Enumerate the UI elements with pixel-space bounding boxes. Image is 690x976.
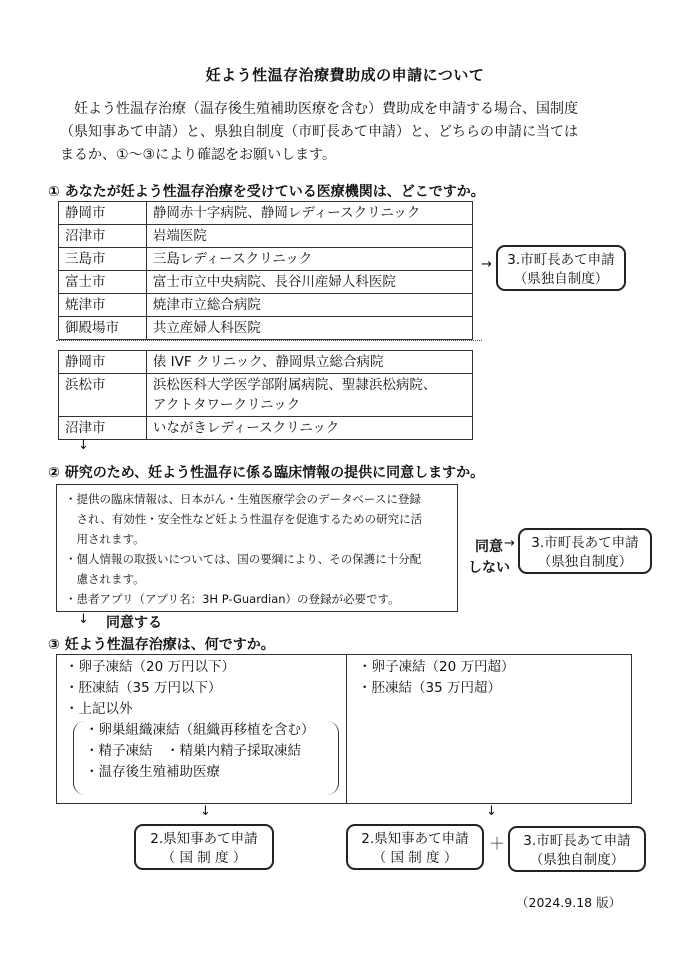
hospital-line: アクトタワークリニック — [152, 397, 301, 413]
city-cell: 静岡市 — [59, 351, 147, 374]
result-sublabel: （県独自制度） — [537, 554, 633, 570]
arrow-right-icon: → — [481, 257, 492, 272]
disagree-text: しない — [468, 560, 510, 576]
bracket-outline — [73, 721, 339, 795]
result-label: 2.県知事あて申請 — [150, 831, 258, 847]
result-label: 3.市町長あて申請 — [523, 833, 631, 849]
result-box-prefecture-system — [518, 528, 652, 574]
version-label: （2024.9.18 版） — [516, 895, 622, 910]
treatment-item: ・温存後生殖補助医療 — [85, 764, 220, 780]
hospital-cell: 静岡赤十字病院、静岡レディースクリニック — [146, 202, 472, 225]
arrow-down-icon: ↓ — [486, 804, 497, 819]
result-box-national-system — [346, 824, 484, 870]
treatment-item: ・胚凍結（35 万円超） — [358, 680, 501, 696]
treatment-item: ・卵巣組織凍結（組織再移植を含む） — [85, 722, 315, 738]
hospital-cell: 三島レディースクリニック — [146, 248, 472, 271]
table-row — [59, 248, 473, 271]
result-sublabel: （県独自制度） — [529, 852, 625, 868]
arrow-down-icon: ↓ — [78, 612, 89, 627]
arrow-down-icon: ↓ — [78, 438, 89, 453]
hospital-cell — [146, 374, 472, 417]
arrow-right-icon: → — [504, 536, 515, 551]
treatment-item: ・上記以外 — [65, 701, 133, 717]
city-cell: 御殿場市 — [59, 317, 147, 340]
treatment-item: ・精子凍結 ・精巣内精子採取凍結 — [85, 743, 301, 759]
divider — [56, 340, 482, 341]
city-cell: 焼津市 — [59, 294, 147, 317]
consent-notes-box — [56, 484, 458, 612]
table-row — [59, 202, 473, 225]
hospital-cell: 焼津市立総合病院 — [146, 294, 472, 317]
treatment-item: ・卵子凍結（20 万円以下） — [65, 659, 235, 675]
result-sublabel: （ 国 制 度 ） — [161, 850, 247, 866]
plus-icon: ＋ — [489, 834, 506, 853]
treatment-item: ・卵子凍結（20 万円超） — [358, 659, 515, 675]
note-line: ・個人情報の取扱いについては、国の要綱により、その保護に十分配 — [65, 552, 422, 566]
treatment-table — [56, 654, 632, 804]
disagree-text: 同意 — [475, 539, 503, 555]
note-line: され、有効性・安全性など妊よう性温存を促進するための研究に活 — [65, 512, 423, 526]
city-cell: 沼津市 — [59, 417, 147, 440]
result-box-prefecture-system — [508, 826, 646, 872]
question-1-heading: ① あなたが妊よう性温存治療を受けている医療機関は、どこですか。 — [48, 184, 485, 200]
note-line: 慮されます。 — [65, 572, 145, 586]
table-row — [59, 294, 473, 317]
result-sublabel: （ 国 制 度 ） — [372, 850, 458, 866]
city-cell: 沼津市 — [59, 225, 147, 248]
intro-line: 妊よう性温存治療（温存後生殖補助医療を含む）費助成を申請する場合、国制度 — [74, 101, 578, 117]
agree-label: 同意する — [106, 615, 162, 631]
high-cost-column — [348, 655, 631, 803]
city-cell: 三島市 — [59, 248, 147, 271]
treatment-item: ・胚凍結（35 万円以下） — [65, 680, 222, 696]
hospital-cell: 富士市立中央病院、長谷川産婦人科医院 — [146, 271, 472, 294]
note-line: ・提供の臨床情報は、日本がん・生殖医療学会のデータベースに登録 — [65, 492, 421, 506]
arrow-down-icon: ↓ — [200, 804, 211, 819]
table-row — [59, 225, 473, 248]
question-3-heading: ③ 妊よう性温存治療は、何ですか。 — [48, 637, 275, 653]
note-line: 用されます。 — [65, 532, 145, 546]
city-cell: 浜松市 — [59, 374, 147, 417]
intro-line: （県知事あて申請）と、県独自制度（市町長あて申請）と、どちらの申請に当ては — [60, 124, 578, 140]
hospital-table-a — [58, 201, 473, 340]
intro-line: まるか、①〜③により確認をお願いします。 — [60, 147, 336, 163]
note-line: ・患者アプリ（アプリ名：3H P-Guardian）の登録が必要です。 — [65, 592, 400, 606]
result-label: 3.市町長あて申請 — [531, 535, 639, 551]
result-label: 2.県知事あて申請 — [361, 831, 469, 847]
city-cell: 富士市 — [59, 271, 147, 294]
table-row — [59, 417, 473, 440]
hospital-cell: いながきレディースクリニック — [146, 417, 472, 440]
hospital-line: 浜松医科大学医学部附属病院、聖隷浜松病院、 — [152, 377, 437, 393]
result-box-national-system — [134, 824, 274, 870]
table-row — [59, 351, 473, 374]
table-row — [59, 317, 473, 340]
city-cell: 静岡市 — [59, 202, 147, 225]
result-sublabel: （県独自制度） — [513, 271, 609, 287]
page-title: 妊よう性温存治療費助成の申請について — [205, 66, 485, 84]
table-row — [59, 271, 473, 294]
result-box-prefecture-system — [496, 245, 626, 291]
question-2-heading: ② 研究のため、妊よう性温存に係る臨床情報の提供に同意しますか。 — [48, 465, 485, 481]
table-row — [59, 374, 473, 417]
national-system-column — [57, 655, 347, 803]
result-label: 3.市町長あて申請 — [507, 252, 615, 268]
hospital-cell: 俵 IVF クリニック、静岡県立総合病院 — [146, 351, 472, 374]
hospital-cell: 共立産婦人科医院 — [146, 317, 472, 340]
hospital-cell: 岩端医院 — [146, 225, 472, 248]
intro-paragraph — [60, 98, 640, 167]
hospital-table-b — [58, 350, 473, 440]
